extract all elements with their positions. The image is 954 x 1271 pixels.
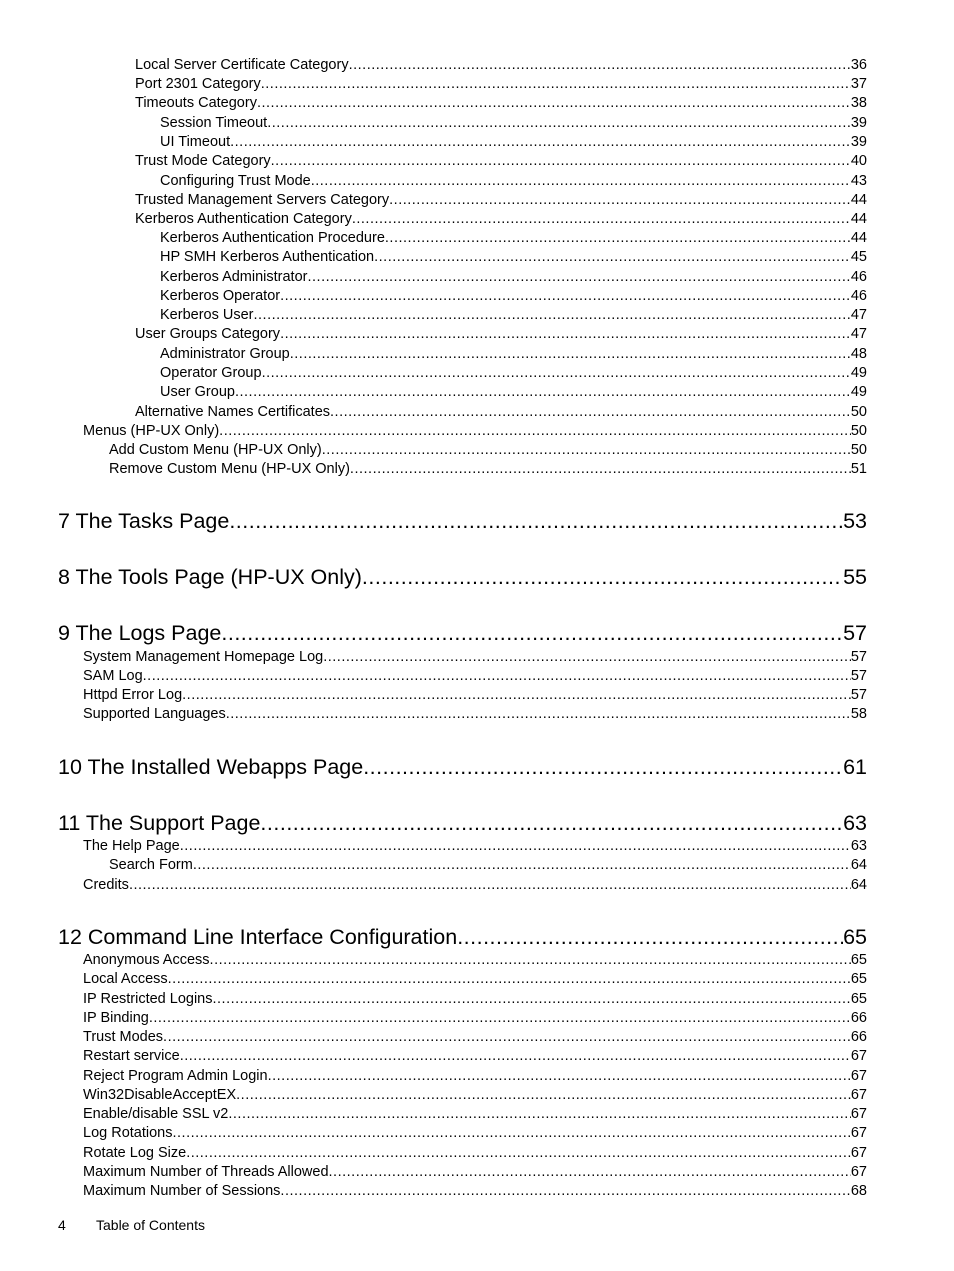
dot-leader — [329, 1163, 851, 1182]
dot-leader — [180, 837, 851, 856]
dot-leader — [330, 403, 851, 422]
toc-entry[interactable] — [109, 856, 867, 875]
toc-entry-title: Timeouts Category — [135, 95, 257, 111]
toc-entry-page: 44 — [850, 192, 867, 208]
toc-entry[interactable] — [135, 210, 867, 229]
toc-entry-page: 64 — [850, 857, 867, 873]
dot-leader — [149, 1009, 851, 1028]
dot-leader — [229, 507, 843, 535]
toc-entry[interactable] — [160, 133, 867, 152]
toc-entry[interactable] — [83, 837, 867, 856]
dot-leader — [186, 1144, 851, 1163]
dot-leader — [168, 970, 851, 989]
toc-chapter-entry[interactable] — [58, 923, 867, 951]
toc-entry-page: 66 — [850, 1010, 867, 1026]
toc-entry-page: 39 — [850, 134, 867, 150]
toc-entry-page: 43 — [850, 173, 867, 189]
toc-entry-page: 48 — [850, 346, 867, 362]
toc-entry[interactable] — [83, 1028, 867, 1047]
toc-entry-page: 67 — [850, 1068, 867, 1084]
toc-entry-page: 39 — [850, 115, 867, 131]
dot-leader — [236, 1086, 851, 1105]
dot-leader — [230, 133, 851, 152]
toc-entry[interactable] — [83, 1009, 867, 1028]
dot-leader — [311, 172, 851, 191]
toc-entry-page: 51 — [850, 461, 867, 477]
toc-entry-page: 67 — [850, 1048, 867, 1064]
toc-entry-title: Configuring Trust Mode — [160, 173, 311, 189]
toc-entry-page: 46 — [850, 269, 867, 285]
dot-leader — [363, 753, 843, 781]
dot-leader — [362, 563, 843, 591]
dot-leader — [374, 248, 851, 267]
toc-entry[interactable] — [160, 364, 867, 383]
dot-leader — [253, 306, 850, 325]
toc-entry-page: 44 — [850, 211, 867, 227]
toc-entry-title: Remove Custom Menu (HP-UX Only) — [109, 461, 350, 477]
toc-entry-title: Maximum Number of Sessions — [83, 1183, 281, 1199]
toc-entry-title: Credits — [83, 877, 129, 893]
toc-entry[interactable] — [135, 94, 867, 113]
toc-entry[interactable] — [160, 345, 867, 364]
toc-entry-page: 53 — [843, 509, 867, 533]
toc-entry-title: Operator Group — [160, 365, 262, 381]
toc-entry[interactable] — [135, 403, 867, 422]
toc-entry-page: 50 — [850, 423, 867, 439]
toc-entry-page: 37 — [850, 76, 867, 92]
toc-entry[interactable] — [160, 248, 867, 267]
toc-entry-title: SAM Log — [83, 668, 143, 684]
toc-entry-page: 65 — [850, 971, 867, 987]
toc-entry[interactable] — [83, 970, 867, 989]
toc-entry-title: Rotate Log Size — [83, 1145, 187, 1161]
toc-entry[interactable] — [160, 172, 867, 191]
toc-entry-page: 44 — [850, 230, 867, 246]
footer-label: Table of Contents — [96, 1217, 205, 1233]
toc-entry-title: 12 Command Line Interface Configuration — [58, 925, 458, 949]
toc-entry[interactable] — [83, 1067, 867, 1086]
toc-entry[interactable] — [83, 1047, 867, 1066]
toc-entry[interactable] — [83, 1105, 867, 1124]
dot-leader — [389, 191, 851, 210]
toc-entry-page: 57 — [843, 621, 867, 645]
dot-leader — [210, 951, 851, 970]
toc-entry-page: 67 — [850, 1145, 867, 1161]
toc-entry[interactable] — [160, 287, 867, 306]
toc-entry-page: 66 — [850, 1029, 867, 1045]
toc-entry-title: Search Form — [109, 857, 193, 873]
dot-leader — [352, 210, 851, 229]
toc-entry-page: 67 — [850, 1106, 867, 1122]
toc-entry[interactable] — [83, 1163, 867, 1182]
toc-entry-page: 68 — [850, 1183, 867, 1199]
toc-entry-page: 50 — [850, 442, 867, 458]
dot-leader — [280, 325, 851, 344]
toc-entry-page: 38 — [850, 95, 867, 111]
dot-leader — [163, 1028, 851, 1047]
toc-entry[interactable] — [135, 191, 867, 210]
toc-entry[interactable] — [160, 383, 867, 402]
toc-entry-page: 64 — [850, 877, 867, 893]
toc-entry-title: Kerberos Operator — [160, 288, 281, 304]
toc-entry-page: 55 — [843, 565, 867, 589]
toc-entry-page: 49 — [850, 365, 867, 381]
toc-entry-page: 36 — [850, 57, 867, 73]
toc-entry-title: UI Timeout — [160, 134, 231, 150]
toc-entry-title: User Group — [160, 384, 235, 400]
toc-entry[interactable] — [83, 705, 867, 724]
toc-entry-title: Port 2301 Category — [135, 76, 261, 92]
toc-chapter-entry[interactable] — [58, 507, 867, 535]
dot-leader — [350, 460, 851, 479]
toc-entry[interactable] — [109, 441, 867, 460]
dot-leader — [322, 441, 851, 460]
dot-leader — [290, 345, 851, 364]
toc-entry-page: 45 — [850, 249, 867, 265]
toc-entry-page: 65 — [850, 952, 867, 968]
footer-page-number: 4 — [58, 1217, 66, 1233]
toc-entry-title: Win32DisableAcceptEX — [83, 1087, 237, 1103]
toc-entry-title: 11 The Support Page — [58, 811, 261, 835]
toc-entry[interactable] — [135, 325, 867, 344]
dot-leader — [182, 686, 851, 705]
dot-leader — [271, 152, 851, 171]
toc-entry-page: 67 — [850, 1164, 867, 1180]
toc-entry[interactable] — [83, 422, 867, 441]
toc-entry-title: Restart service — [83, 1048, 180, 1064]
dot-leader — [180, 1047, 851, 1066]
toc-entry-title: Session Timeout — [160, 115, 268, 131]
toc-entry-title: HP SMH Kerberos Authentication — [160, 249, 375, 265]
toc-entry-title: Anonymous Access — [83, 952, 210, 968]
toc-entry-title: 7 The Tasks Page — [58, 509, 230, 533]
toc-entry-title: User Groups Category — [135, 326, 281, 342]
dot-leader — [221, 619, 843, 647]
dot-leader — [268, 1067, 851, 1086]
dot-leader — [172, 1124, 850, 1143]
toc-entry-title: Kerberos Administrator — [160, 269, 308, 285]
toc-entry-page: 57 — [850, 687, 867, 703]
toc-entry-page: 63 — [850, 838, 867, 854]
toc-entry-page: 47 — [850, 307, 867, 323]
toc-entry-title: Menus (HP-UX Only) — [83, 423, 220, 439]
toc-entry-title: Maximum Number of Threads Allowed — [83, 1164, 329, 1180]
dot-leader — [213, 990, 851, 1009]
toc-entry-title: Enable/disable SSL v2 — [83, 1106, 229, 1122]
toc-entry[interactable] — [83, 876, 867, 895]
toc-entry-title: Supported Languages — [83, 706, 226, 722]
toc-entry-page: 47 — [850, 326, 867, 342]
toc-entry[interactable] — [109, 460, 867, 479]
toc-entry-title: Local Access — [83, 971, 168, 987]
toc-entry-page: 46 — [850, 288, 867, 304]
dot-leader — [193, 856, 851, 875]
toc-entry-page: 65 — [843, 925, 867, 949]
dot-leader — [143, 667, 851, 686]
toc-entry-title: 8 The Tools Page (HP-UX Only) — [58, 565, 362, 589]
toc-entry[interactable] — [83, 1086, 867, 1105]
toc-entry-title: Trust Modes — [83, 1029, 164, 1045]
toc-entry-page: 57 — [850, 649, 867, 665]
toc-entry-title: Kerberos Authentication Category — [135, 211, 352, 227]
toc-entry[interactable] — [83, 1144, 867, 1163]
toc-entry[interactable] — [135, 152, 867, 171]
toc-entry[interactable] — [160, 306, 867, 325]
toc-entry-page: 63 — [843, 811, 867, 835]
toc-entry-page: 67 — [850, 1087, 867, 1103]
toc-chapter-entry[interactable] — [58, 563, 867, 591]
dot-leader — [235, 383, 851, 402]
toc-entry[interactable] — [160, 229, 867, 248]
toc-entry-title: Httpd Error Log — [83, 687, 183, 703]
toc-entry-title: 10 The Installed Webapps Page — [58, 755, 364, 779]
toc-entry[interactable] — [135, 75, 867, 94]
toc-entry-title: Log Rotations — [83, 1125, 173, 1141]
toc-entry[interactable] — [83, 667, 867, 686]
toc-entry-page: 40 — [850, 153, 867, 169]
toc-entry-title: Administrator Group — [160, 346, 290, 362]
toc-chapter-entry[interactable] — [58, 809, 867, 837]
toc-entry-page: 65 — [850, 991, 867, 1007]
dot-leader — [385, 229, 851, 248]
dot-leader — [457, 923, 843, 951]
toc-entry-title: Alternative Names Certificates — [135, 404, 331, 420]
dot-leader — [261, 75, 851, 94]
toc-entry-title: Kerberos Authentication Procedure — [160, 230, 385, 246]
toc-entry[interactable] — [83, 1182, 867, 1201]
toc-entry-title: The Help Page — [83, 838, 180, 854]
dot-leader — [219, 422, 851, 441]
toc-entry-title: Trust Mode Category — [135, 153, 271, 169]
toc-entry-title: System Management Homepage Log — [83, 649, 324, 665]
dot-leader — [349, 56, 851, 75]
toc-entry[interactable] — [83, 686, 867, 705]
toc-entry[interactable] — [135, 56, 867, 75]
dot-leader — [307, 268, 850, 287]
toc-entry-title: Local Server Certificate Category — [135, 57, 349, 73]
dot-leader — [267, 114, 851, 133]
toc-entry[interactable] — [83, 951, 867, 970]
toc-entry-title: Add Custom Menu (HP-UX Only) — [109, 442, 322, 458]
dot-leader — [226, 705, 851, 724]
dot-leader — [323, 648, 851, 667]
toc-entry-page: 49 — [850, 384, 867, 400]
dot-leader — [228, 1105, 850, 1124]
toc-entry-title: Trusted Management Servers Category — [135, 192, 390, 208]
dot-leader — [257, 94, 851, 113]
toc-entry-page: 67 — [850, 1125, 867, 1141]
dot-leader — [280, 287, 851, 306]
dot-leader — [260, 809, 843, 837]
dot-leader — [129, 876, 851, 895]
toc-entry[interactable] — [83, 990, 867, 1009]
toc-chapter-entry[interactable] — [58, 619, 867, 647]
toc-entry-title: Reject Program Admin Login — [83, 1068, 268, 1084]
toc-entry[interactable] — [83, 648, 867, 667]
dot-leader — [262, 364, 851, 383]
toc-entry-page: 50 — [850, 404, 867, 420]
toc-entry-title: IP Binding — [83, 1010, 149, 1026]
toc-entry[interactable] — [83, 1124, 867, 1143]
toc-entry[interactable] — [160, 114, 867, 133]
toc-entry-title: 9 The Logs Page — [58, 621, 222, 645]
toc-entry-title: IP Restricted Logins — [83, 991, 213, 1007]
dot-leader — [280, 1182, 850, 1201]
toc-chapter-entry[interactable] — [58, 753, 867, 781]
toc-entry-page: 61 — [843, 755, 867, 779]
toc-entry-page: 58 — [850, 706, 867, 722]
toc-entry[interactable] — [160, 268, 867, 287]
toc-entry-title: Kerberos User — [160, 307, 254, 323]
toc-entry-page: 57 — [850, 668, 867, 684]
